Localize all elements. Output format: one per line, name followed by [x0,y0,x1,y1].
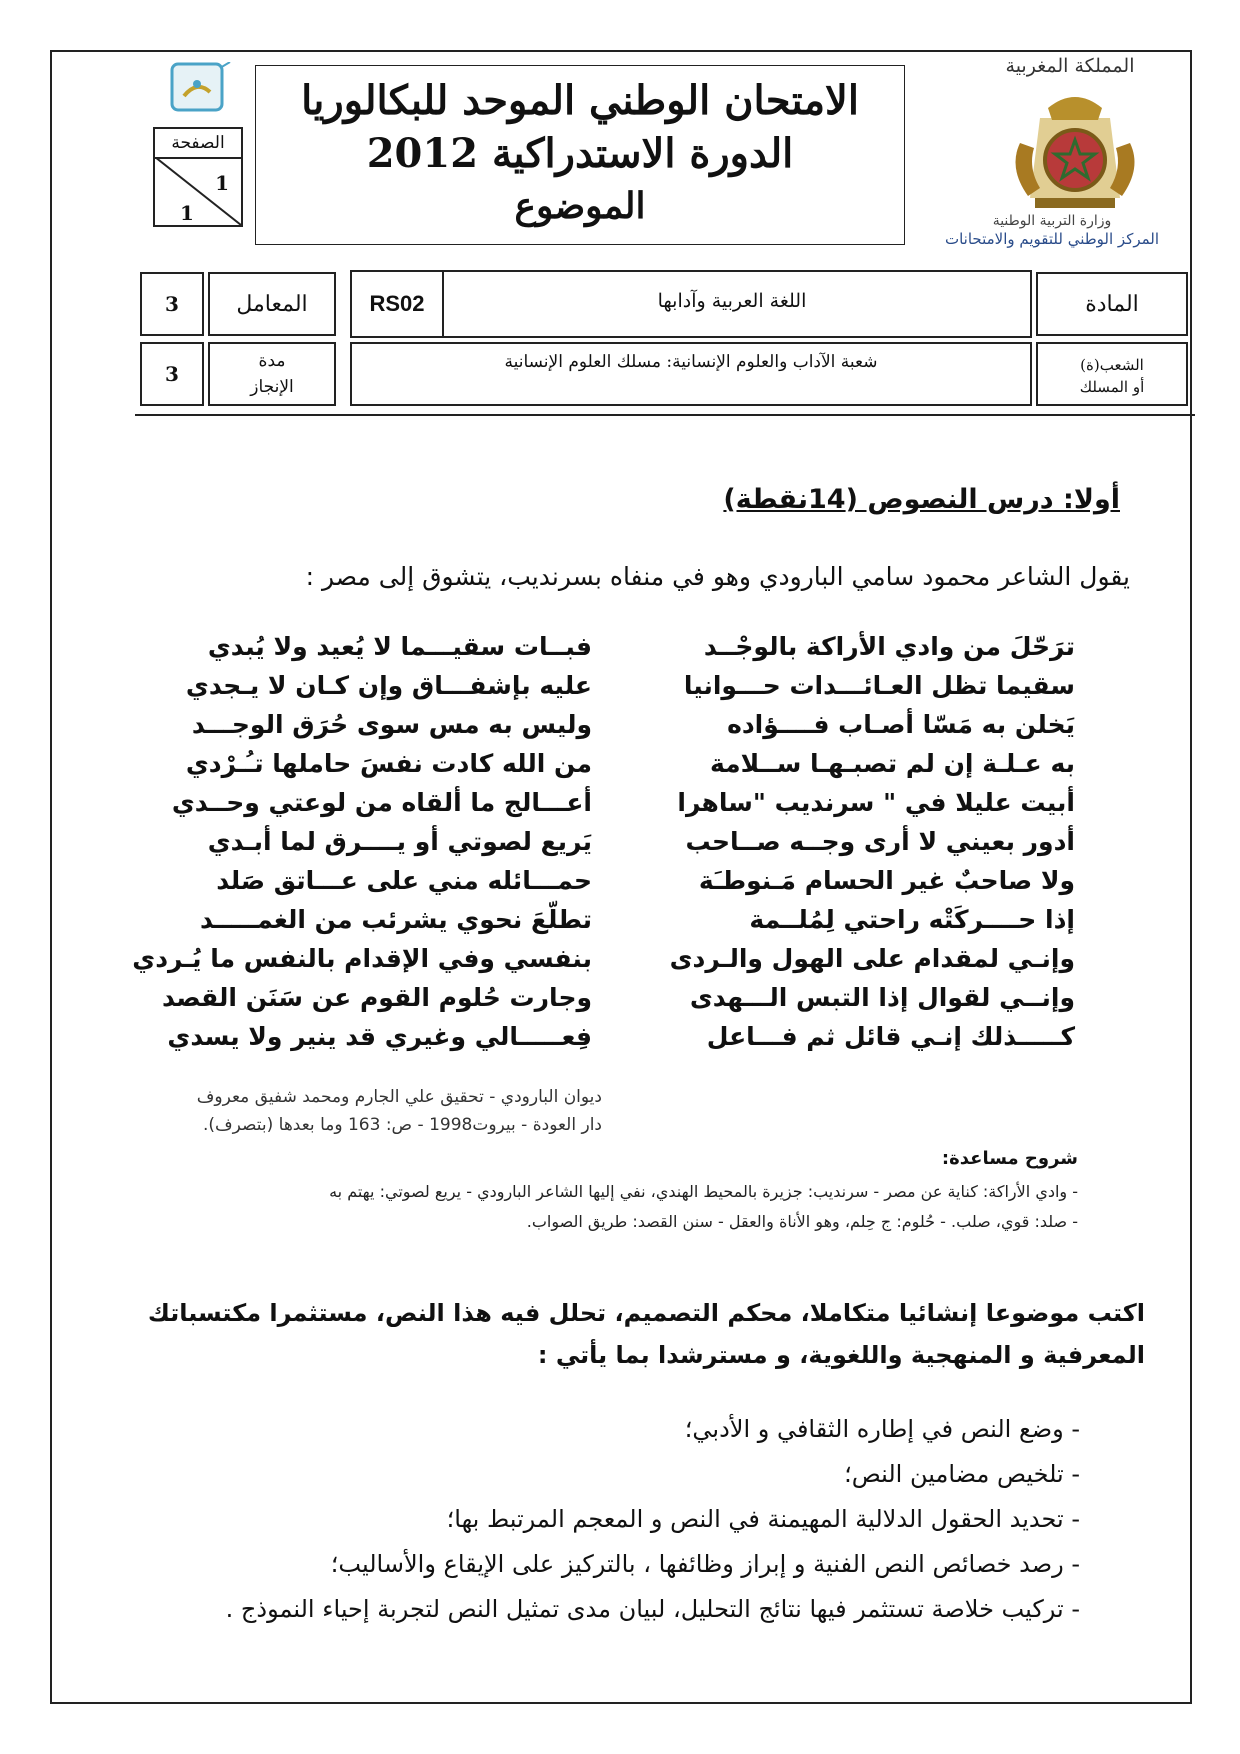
verse-first-hemistich: ولا صاحبٌ غير الحسام مَـنوطـَة [698,866,1075,895]
verse-first-hemistich: يَخلن به مَسّا أصـاب فــــؤاده [727,710,1075,739]
duration-label-line1: مدة [258,351,286,371]
verse-first-hemistich: وإنـي لمقدام على الهول والـردى [669,944,1075,973]
note-line: - وادي الأراكة: كناية عن مصر - سرنديب: جزيرة بالمحيط الهندي، نفي إليها الشاعر البارودي - يريع لصوتي: يهتم به [329,1182,1078,1201]
branch-value: شعبة الآداب والعلوم الإنسانية: مسلك العلوم الإنسانية [350,342,1032,406]
duration-value: 3 [140,342,204,406]
subject-code: RS02 [352,272,444,336]
task-item: - تحديد الحقول الدلالية المهيمنة في النص و المعجم المرتبط بها؛ [446,1505,1080,1533]
verse-second-hemistich: عليه بإشفـــاق وإن كـان لا يـجدي [185,671,592,700]
intro-text: يقول الشاعر محمود سامي البارودي وهو في منفاه بسرنديب، يتشوق إلى مصر : [305,562,1130,591]
page-label: الصفحة [155,129,241,159]
exam-subject-heading: الموضوع [514,185,646,227]
duration-label [208,342,336,406]
page-number-box [153,127,243,227]
branch-label-line2: أو المسلك [1079,378,1145,396]
royal-emblem-icon [1000,88,1150,218]
exam-title-box [255,65,905,245]
verse-second-hemistich: فبــات سقيـــما لا يُعيد ولا يُبدي [207,632,592,661]
verse-first-hemistich: أدور بعيني لا أرى وجــه صــاحب [685,827,1075,856]
branch-label [1036,342,1188,406]
verse-second-hemistich: بنفسي وفي الإقدام بالنفس ما يُـردي [132,944,592,973]
verse-second-hemistich: أعـــالج ما ألقاه من لوعتي وحــدي [171,788,592,817]
verse-second-hemistich: حمـــائله مني على عـــاتق صَلد [216,866,592,895]
task-instruction: اكتب موضوعا إنشائيا متكاملا، محكم التصميم، تحلل فيه هذا النص، مستثمرا مكتسباتك المعرفية و المنهجية واللغوية، و مسترشدا بما يأتي : [147,1299,1145,1369]
notes-title: شروح مساعدة: [941,1148,1078,1169]
verse-first-hemistich: به عـلـة إن لم تصبـهـا ســلامة [709,749,1075,778]
verse-first-hemistich: وإنــي لقوال إذا التبس الـــهدى [689,983,1075,1012]
verse-first-hemistich: أبيت عليلا في " سرنديب "ساهرا [677,788,1075,817]
exam-title: الامتحان الوطني الموحد للبكالوريا [301,77,859,124]
verse-first-hemistich: ترَحّلَ من وادي الأراكة بالوجْــد [703,632,1075,661]
verse-second-hemistich: تطلّعَ نحوي يشرئب من الغمـــــد [199,905,592,934]
subject-cell [350,270,1032,338]
source-line: ديوان البارودي - تحقيق علي الجارم ومحمد شفيق معروف [196,1087,602,1107]
note-line: - صلد: قوي، صلب. - حُلوم: ج حِلم، وهو الأناة والعقل - سنن القصد: طريق الصواب. [526,1212,1078,1231]
task-item: - رصد خصائص النص الفنية و إبراز وظائفها ، بالتركيز على الإيقاع والأساليب؛ [330,1550,1080,1578]
subject-label: المادة [1036,272,1188,336]
ministry-name: وزارة التربية الوطنية [992,213,1112,229]
duration-label-line2: الإنجاز [250,377,294,397]
verse-second-hemistich: من الله كادت نفسَ حاملها تـُـرْدي [185,749,592,778]
coefficient-value: 3 [140,272,204,336]
header-divider [135,414,1195,416]
section-title: أولا: درس النصوص (14نقطة) [723,484,1120,515]
exam-center-name: المركز الوطني للتقويم والامتحانات [944,230,1160,248]
kingdom-name: المملكة المغربية [1005,55,1135,77]
exam-session: الدورة الاستدراكية 2012 [366,130,794,177]
coefficient-label: المعامل [208,272,336,336]
verse-second-hemistich: يَريع لصوتي أو يــــرق لما أبـدي [207,827,592,856]
task-item: - تركيب خلاصة تستثمر فيها نتائج التحليل، لبيان مدى تمثيل النص لتجربة إحياء النموذج . [225,1595,1080,1623]
verse-first-hemistich: سقيما تظل العـائـــدات حـــوانيا [683,671,1075,700]
branch-label-line1: الشعب(ة) [1080,356,1144,374]
task-item: - تلخيص مضامين النص؛ [844,1460,1080,1488]
verse-first-hemistich: كـــــذلك إنـي قائل ثم فـــاعل [706,1022,1075,1051]
verse-second-hemistich: وجارت حُلوم القوم عن سَنَن القصد [161,983,592,1012]
verse-second-hemistich: وليس به مس سوى حُرَق الوجـــد [191,710,592,739]
verse-first-hemistich: إذا حــــركَتْه راحتي لِمُلــمة [749,905,1075,934]
task-item: - وضع النص في إطاره الثقافي و الأدبي؛ [684,1415,1080,1443]
poem-source [122,1083,602,1139]
subject-value: اللغة العربية وآدابها [657,290,807,312]
verse-second-hemistich: فِعـــــالي وغيري قد ينير ولا يسدي [167,1022,592,1051]
source-line: دار العودة - بيروت1998 - ص: 163 وما بعدها (بتصرف). [202,1115,602,1135]
page-current: 1 [215,171,229,195]
ministry-block [922,212,1182,248]
exam-logo-icon [170,62,232,114]
page-total: 1 [180,201,194,225]
